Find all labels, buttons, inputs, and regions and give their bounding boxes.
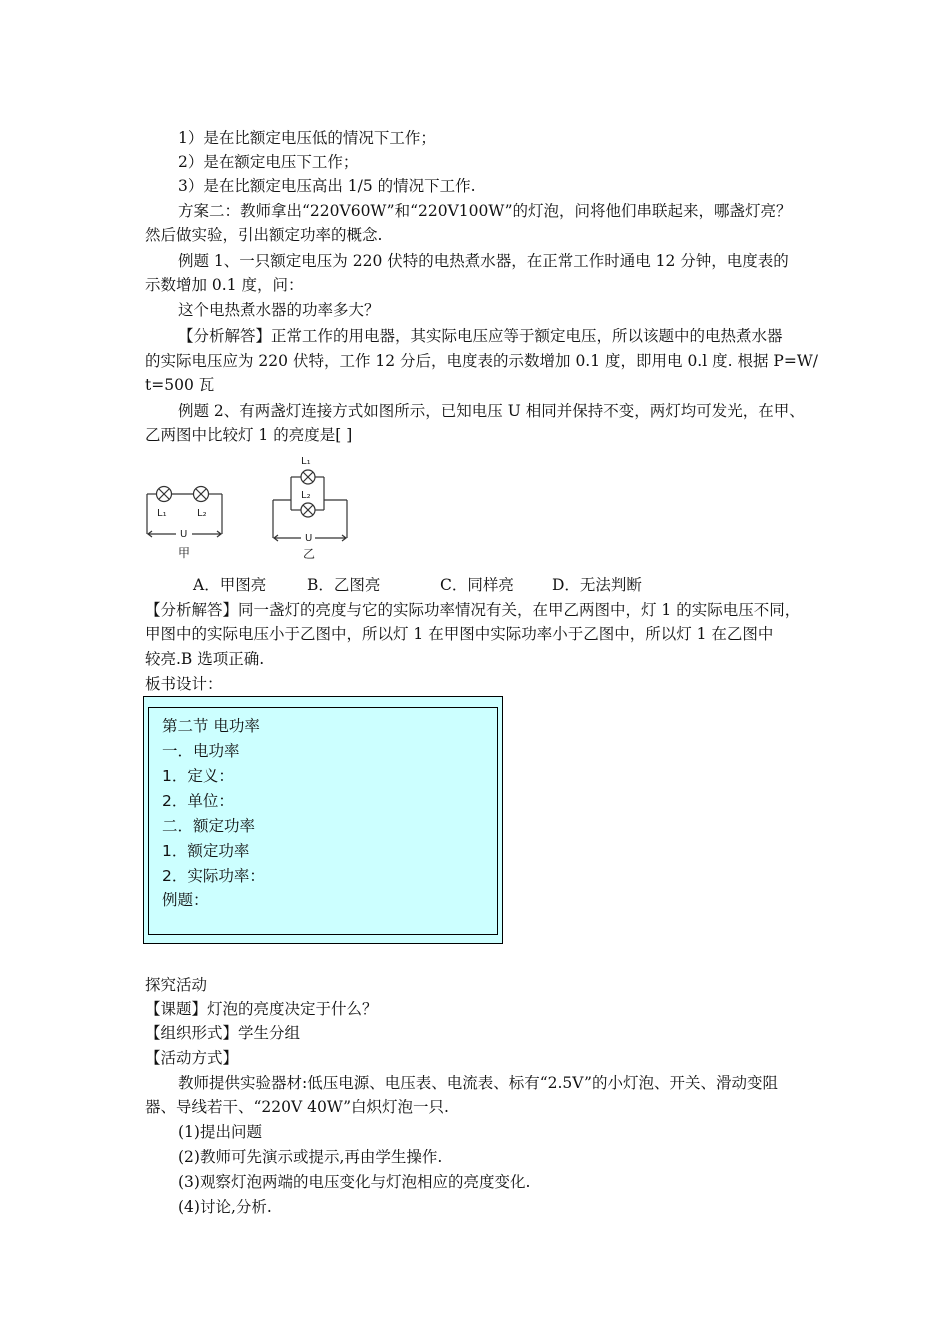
section-heading: 探究活动 [145, 976, 208, 994]
board-line: 一．电功率 [162, 742, 240, 760]
text-line: 【分析解答】正常工作的用电器，其实际电压应等于额定电压，所以该题中的电热煮水器 [178, 327, 783, 345]
text-line: 然后做实验，引出额定功率的概念. [145, 226, 383, 244]
text-line: 教师提供实验器材:低压电源、电压表、电流表、标有“2.5V”的小灯泡、开关、滑动变阻 [178, 1074, 778, 1092]
text-line: 甲图中的实际电压小于乙图中，所以灯 1 在甲图中实际功率小于乙图中，所以灯 1 在乙图中 [145, 625, 774, 643]
text-line: 3）是在比额定电压高出 1/5 的情况下工作. [178, 177, 476, 195]
lamp2-label: L₂ [301, 490, 311, 501]
text-line: 【组织形式】学生分组 [145, 1024, 301, 1042]
text-line: (1)提出问题 [178, 1123, 262, 1141]
option-c: C．同样亮 [440, 576, 514, 594]
board-line: 1．额定功率 [162, 842, 250, 860]
circuit-diagram-a [140, 478, 232, 562]
text-line: 器、导线若干、“220V 40W”白炽灯泡一只. [145, 1098, 449, 1116]
voltage-label: U [305, 533, 313, 544]
text-line: 较亮.B 选项正确. [145, 650, 265, 668]
text-line: 例题 2、有两盏灯连接方式如图所示，已知电压 U 相同并保持不变，两灯均可发光，在甲、 [178, 402, 805, 420]
diagram-label: 乙 [303, 547, 316, 561]
text-line: 乙两图中比较灯 1 的亮度是[ ] [145, 426, 353, 444]
text-line: 这个电热煮水器的功率多大？ [178, 301, 380, 319]
text-line: 例题 1、一只额定电压为 220 伏特的电热煮水器，在正常工作时通电 12 分钟，电度表的 [178, 252, 789, 270]
text-line: (2)教师可先演示或提示,再由学生操作. [178, 1148, 443, 1166]
circuit-diagram-b [265, 452, 355, 562]
text-line: 【分析解答】同一盏灯的亮度与它的实际功率情况有关，在甲乙两图中，灯 1 的实际电压不同， [145, 601, 801, 619]
lamp1-label: L₁ [301, 456, 311, 467]
text-line: (3)观察灯泡两端的电压变化与灯泡相应的亮度变化. [178, 1173, 531, 1191]
board-line: 2．实际功率： [162, 867, 265, 885]
diagram-label: 甲 [178, 546, 191, 560]
option-d: D．无法判断 [552, 576, 642, 594]
board-line: 例题： [162, 891, 209, 909]
text-line: 方案二：教师拿出“220V60W”和“220V100W”的灯泡，问将他们串联起来，哪盏灯亮？ [178, 202, 792, 220]
text-line: t=500 瓦 [145, 376, 215, 394]
lamp2-label: L₂ [197, 508, 207, 519]
text-line: 示数增加 0.1 度，问： [145, 276, 304, 294]
text-line: 2）是在额定电压下工作； [178, 153, 359, 171]
text-line: 的实际电压应为 220 伏特，工作 12 分后，电度表的示数增加 0.1 度，即用电 0.l 度. 根据 P=W/ [145, 352, 818, 370]
board-line: 1．定义： [162, 767, 234, 785]
board-line: 二．额定功率 [162, 817, 256, 835]
lamp1-label: L₁ [157, 508, 167, 519]
text-line: 【活动方式】 [145, 1049, 239, 1067]
voltage-label: U [180, 529, 188, 540]
text-line: 【课题】灯泡的亮度决定于什么？ [145, 1000, 378, 1018]
text-line: 1）是在比额定电压低的情况下工作； [178, 129, 436, 147]
option-a: A．甲图亮 [193, 576, 267, 594]
text-line: (4)讨论,分析. [178, 1198, 272, 1216]
board-line: 2．单位： [162, 792, 234, 810]
option-b: B．乙图亮 [307, 576, 381, 594]
board-line: 第二节 电功率 [162, 717, 260, 735]
text-line: 板书设计： [145, 675, 223, 693]
